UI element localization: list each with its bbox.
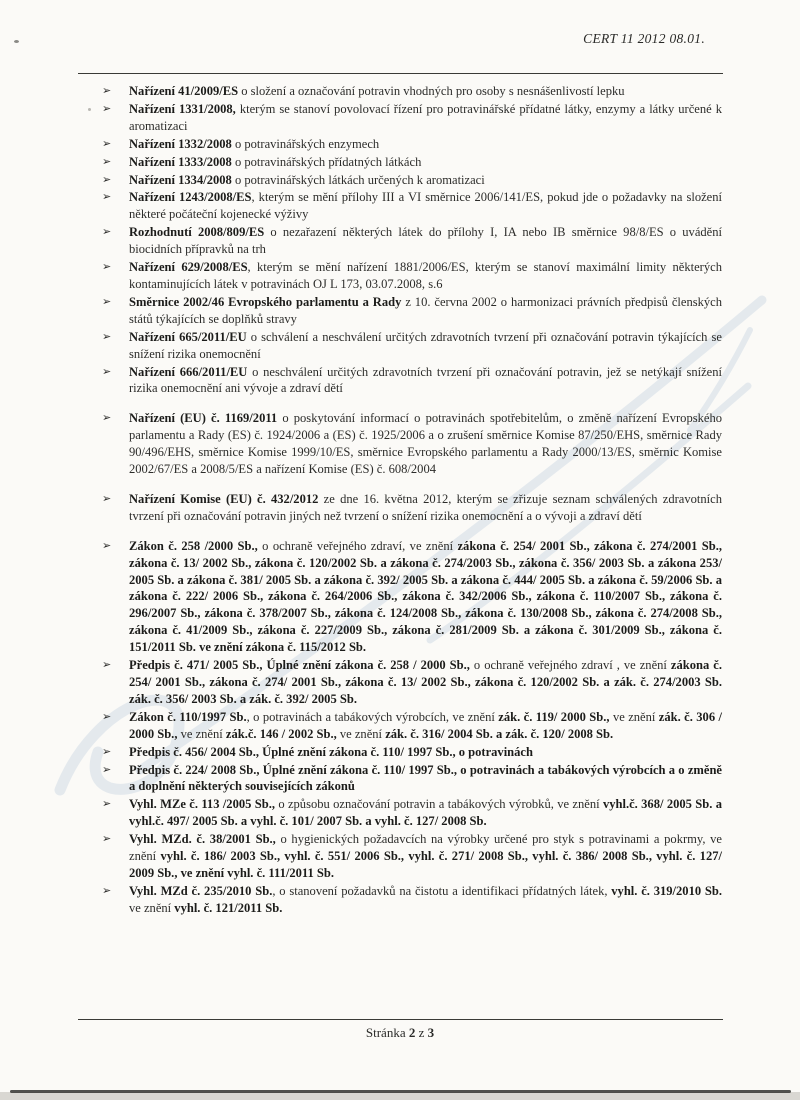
bold-text-run: Nařízení (EU) č. 1169/2011 [129, 411, 278, 426]
list-item [101, 883, 722, 917]
list-item [101, 294, 722, 328]
text-run: o poskytování informací o potravinách spotřebitelům, o změně nařízení Evropského parlamentu a Rady (ES) č. 1924/2006 a (ES) č. 1925/2006 a o zrušení směrnice Komise 87/250/EHS, směrnice Rady 90/496/EHS, směrnice Komise 1999/10/ES, směrnice Evropského parlamentu a Rady 2000/13/ES, směrnic Komise 2002/67/ES a 2008/5/ES a nařízení Komise (ES) č. 608/2004 [129, 411, 722, 477]
list-item [101, 831, 722, 882]
item-text [129, 832, 722, 880]
bold-text-run: zák. č. 306 / 2000 Sb., [129, 709, 722, 741]
bold-text-run: Předpis č. 224/ 2008 Sb., Úplné znění zákona č. 110/ 1997 Sb., o potravinách a tabákových výrobcích a o změně a doplnění některých souvisejících zákonů [129, 762, 722, 794]
scan-edge-shadow [0, 1092, 800, 1100]
list-item [101, 491, 722, 525]
item-text [129, 330, 722, 361]
text-run: o schválení a neschválení určitých zdravotních tvrzení při označování potravin týkajících se snížení rizika onemocnění [129, 329, 722, 361]
arrow-bullet-icon: ➢ [102, 832, 112, 846]
text-run: ve znění [609, 709, 659, 724]
bold-text-run: zák. č. 316/ 2004 Sb. a zák. č. 120/ 2008 Sb. [385, 726, 614, 741]
text-run: z [415, 1025, 428, 1040]
text-run: ze dne 16. května 2012, kterým se zřizuje seznam schválených zdravotních tvrzení při označování potravin jiných než tvrzení o snížení rizika onemocnění a o vývoji a zdraví dětí [129, 491, 722, 523]
bold-text-run: zákona č. 254/ 2001 Sb., zákona č. 274/ 2001 Sb., zákona č. 13/ 2002 Sb., zákona č. 120/2002 Sb. a zák. č. 274/2003 Sb. zák. č. 356/ 2003 Sb. a zák. č. 392/ 2005 Sb. [129, 658, 722, 706]
bold-text-run: Předpis č. 471/ 2005 Sb., Úplné znění zákona č. 258 / 2000 Sb., [129, 658, 470, 673]
footer-divider [78, 1019, 723, 1020]
list-item [101, 538, 722, 656]
bold-text-run: Nařízení 1243/2008/ES [129, 190, 252, 205]
arrow-bullet-icon: ➢ [102, 294, 112, 308]
page-number [0, 1025, 800, 1041]
text-run: o hygienických požadavcích na výrobky určené pro styk s potravinami a pokrmy, ve znění [129, 832, 722, 864]
item-text [129, 492, 722, 523]
item-text [129, 190, 722, 221]
text-run: , o potravinách a tabákových výrobcích, ve znění [246, 709, 499, 724]
list-item [101, 709, 722, 743]
scan-speck [88, 108, 91, 111]
item-text [129, 295, 722, 326]
list-item [101, 224, 722, 258]
arrow-bullet-icon: ➢ [102, 260, 112, 274]
text-run: , kterým se mění nařízení 1881/2006/ES, kterým se stanoví maximální limity některých kontaminujících látek v potravinách OJ L 173, 03.07.2008, s.6 [129, 260, 722, 291]
text-run: , o stanovení požadavků na čistotu a identifikaci přídatných látek, [272, 883, 612, 898]
regulation-list [101, 83, 722, 918]
arrow-bullet-icon: ➢ [102, 329, 112, 343]
item-text [129, 745, 533, 759]
bold-text-run: 3 [427, 1025, 435, 1040]
bold-text-run: Předpis č. 456/ 2004 Sb., Úplné znění zákona č. 110/ 1997 Sb., o potravinách [129, 744, 533, 759]
item-text [129, 155, 421, 169]
list-item [101, 136, 722, 153]
list-item [101, 154, 722, 171]
arrow-bullet-icon: ➢ [102, 658, 112, 672]
bold-text-run: Zákon č. 258 /2000 Sb., [129, 538, 258, 553]
arrow-bullet-icon: ➢ [102, 883, 112, 897]
list-item [101, 101, 722, 135]
item-text [129, 365, 722, 396]
text-run: , kterým se mění přílohy III a VI směrnice 2006/141/ES, pokud jde o požadavky na složení některé počáteční kojenecké výživy [129, 190, 722, 222]
header-divider [78, 73, 723, 74]
list-item [101, 329, 722, 363]
list-item [101, 657, 722, 708]
arrow-bullet-icon: ➢ [102, 364, 112, 378]
item-text [129, 884, 722, 915]
bold-text-run: Rozhodnutí 2008/809/ES [129, 225, 265, 240]
item-text [129, 658, 722, 706]
arrow-bullet-icon: ➢ [102, 136, 112, 150]
item-text [129, 173, 485, 187]
item-text [129, 84, 625, 98]
item-text [129, 225, 722, 256]
text-run: o potravinářských enzymech [231, 136, 380, 151]
text-run: ve znění [336, 726, 386, 741]
item-text [129, 763, 722, 794]
text-run: kterým se stanoví povolovací řízení pro potravinářské přídatné látky, enzymy a látky určené k aromatizaci [129, 101, 722, 133]
text-run: Stránka [365, 1025, 409, 1040]
bold-text-run: Nařízení 1333/2008 [129, 154, 232, 169]
arrow-bullet-icon: ➢ [102, 709, 112, 723]
bold-text-run: Vyhl. MZd č. 235/2010 Sb. [129, 883, 273, 898]
bold-text-run: Nařízení 1332/2008 [129, 136, 232, 151]
list-item [101, 410, 722, 478]
arrow-bullet-icon: ➢ [102, 84, 112, 97]
list-item [101, 259, 722, 293]
bold-text-run: 2 [408, 1025, 416, 1040]
item-text [129, 137, 379, 151]
scan-edge-line [10, 1090, 791, 1093]
item-text [129, 539, 722, 654]
text-run: o nezařazení některých látek do přílohy I, IA nebo IB směrnice 98/8/ES o uvádění biocidních přípravků na trh [129, 225, 722, 257]
arrow-bullet-icon: ➢ [102, 101, 112, 115]
arrow-bullet-icon: ➢ [102, 411, 112, 425]
arrow-bullet-icon: ➢ [102, 491, 112, 505]
text-run: ve znění [177, 726, 226, 741]
bold-text-run: vyhl. č. 319/2010 Sb. [611, 883, 723, 898]
text-run: o potravinářských látkách určených k aromatizaci [231, 172, 485, 187]
arrow-bullet-icon: ➢ [102, 154, 112, 168]
bold-text-run: Nařízení 1334/2008 [129, 172, 232, 187]
bold-text-run: zák.č. 146 / 2002 Sb., [225, 726, 337, 741]
item-text [129, 797, 722, 828]
text-run: o neschválení určitých zdravotních tvrzení při označování potravin, jež se netýkají snížení rizika onemocnění ani vývoje a zdraví dětí [129, 364, 722, 396]
bold-text-run: Nařízení Komise (EU) č. 432/2012 [129, 491, 319, 506]
text-run: o potravinářských přídatných látkách [231, 154, 422, 169]
arrow-bullet-icon: ➢ [102, 538, 112, 552]
bold-text-run: Nařízení 41/2009/ES [129, 84, 239, 98]
bold-text-run: Vyhl. MZd. č. 38/2001 Sb., [129, 832, 276, 847]
bold-text-run: Nařízení 1331/2008, [129, 101, 236, 116]
list-item [101, 172, 722, 189]
bold-text-run: zákona č. 254/ 2001 Sb., zákona č. 274/2001 Sb., zákona č. 13/ 2002 Sb., zákona č. 120/2002 Sb. a zákona č. 274/2003 Sb., zákona č. 356/ 2003 Sb. a zákona 253/ 2005 Sb. a zákona č. 381/ 2005 Sb. a zákona č. 392/ 2005 Sb. a zákona č. 444/ 2005 Sb. a zákona č. 59/2006 Sb. a zákona č. 222/ 2006 Sb., zákona č. 264/2006 Sb., zákona č. 342/2006 Sb., zákona č. 110/2007 Sb., zákona č. 296/2007 Sb., zákona č. 378/2007 Sb., zákona č. 124/2008 Sb., zákona č. 130/2008 Sb., zákona č. 274/2008 Sb., zákona č. 41/2009 Sb., zákona č. 227/2009 Sb., zákona č. 281/2009 Sb. a zákona č. 301/2009 Sb., zákona č. 151/2011 Sb. ve znění zákona č. 115/2012 Sb. [129, 538, 722, 655]
bold-text-run: vyhl.č. 368/ 2005 Sb. a vyhl.č. 497/ 2005 Sb. a vyhl. č. 101/ 2007 Sb. a vyhl. č. 127/ 2008 Sb. [129, 797, 722, 829]
text-run: o složení a označování potravin vhodných pro osoby s nesnášenlivostí lepku [238, 84, 625, 98]
list-item [101, 796, 722, 830]
text-run: z 10. června 2002 o harmonizaci právních předpisů členských států týkajících se doplňků stravy [129, 294, 722, 326]
list-item [101, 83, 722, 100]
arrow-bullet-icon: ➢ [102, 190, 112, 204]
bold-text-run: Vyhl. MZe č. 113 /2005 Sb., [129, 797, 275, 812]
document-reference: CERT 11 2012 08.01. [583, 31, 705, 46]
bold-text-run: Nařízení 666/2011/EU [129, 364, 248, 379]
bold-text-run: Nařízení 629/2008/ES [129, 260, 248, 275]
item-text [129, 411, 722, 476]
bold-text-run: Nařízení 665/2011/EU [129, 329, 247, 344]
bold-text-run: Zákon č. 110/1997 Sb. [129, 709, 247, 724]
arrow-bullet-icon: ➢ [102, 225, 112, 239]
item-text [129, 710, 722, 741]
arrow-bullet-icon: ➢ [102, 762, 112, 776]
text-run: o způsobu označování potravin a tabákových výrobků, ve znění [274, 797, 603, 812]
item-text [129, 102, 722, 133]
arrow-bullet-icon: ➢ [102, 797, 112, 811]
list-item [101, 762, 722, 796]
list-item [101, 744, 722, 761]
arrow-bullet-icon: ➢ [102, 744, 112, 758]
list-item [101, 364, 722, 398]
text-run: ve znění [129, 900, 175, 915]
text-run: o ochraně veřejného zdraví , ve znění [469, 658, 671, 673]
text-run: o ochraně veřejného zdraví, ve znění [257, 538, 458, 553]
bold-text-run: Směrnice 2002/46 Evropského parlamentu a Rady [129, 294, 402, 309]
bold-text-run: vyhl. č. 121/2011 Sb. [174, 900, 283, 915]
bold-text-run: zák. č. 119/ 2000 Sb., [498, 709, 610, 724]
bold-text-run: vyhl. č. 186/ 2003 Sb., vyhl. č. 551/ 2006 Sb., vyhl. č. 271/ 2008 Sb., vyhl. č. 386/ 2008 Sb., vyhl. č. 127/ 2009 Sb., ve znění vyhl. č. 111/2011 Sb. [129, 849, 722, 880]
arrow-bullet-icon: ➢ [102, 172, 112, 186]
item-text [129, 260, 722, 291]
list-item [101, 189, 722, 223]
